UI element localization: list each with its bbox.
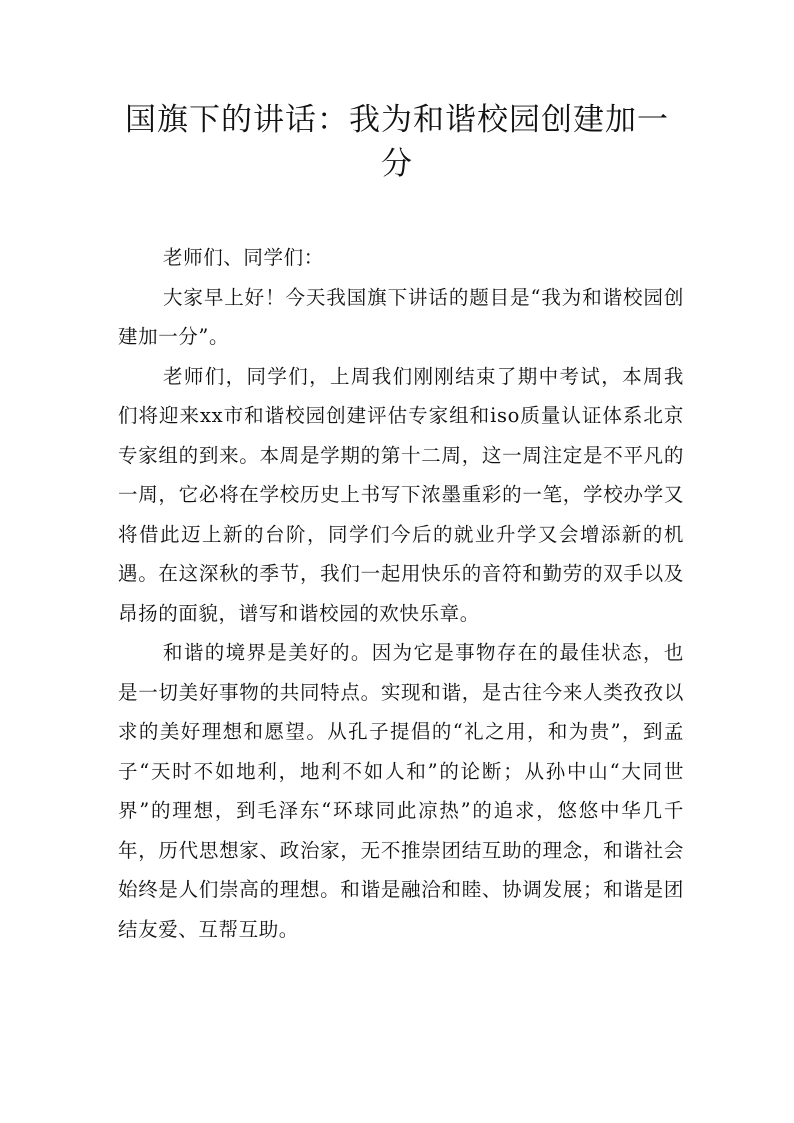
salutation-paragraph: 老师们、同学们： <box>163 246 324 269</box>
body-paragraph: 老师们，同学们，上周我们刚刚结束了期中考试，本周我们将迎来xx市和谐校园创建评估专家组和iso质量认证体系北京专家组的到来。本周是学期的第十二周，这一周注定是不平凡的一周，它必将在学校历史上书写下浓墨重彩的一笔，学校办学又将借此迈上新的台阶，同学们今后的就业升学又会增添新的机遇。在这深秋的季节，我们一起用快乐的音符和勤劳的双手以及昂扬的面貌，谱写和谐校园的欢快乐章。 <box>118 364 684 625</box>
body-paragraph: 和谐的境界是美好的。因为它是事物存在的最佳状态，也是一切美好事物的共同特点。实现和谐，是古往今来人类孜孜以求的美好理想和愿望。从孔子提倡的“礼之用，和为贵”，到孟子“天时不如地利，地利不如人和”的论断；从孙中山“大同世界”的理想，到毛泽东“环球同此凉热”的追求，悠悠中华几千年，历代思想家、政治家，无不推崇团结互助的理念，和谐社会始终是人们崇高的理想。和谐是融洽和睦、协调发展；和谐是团结友爱、互帮互助。 <box>118 641 684 941</box>
document-body <box>118 238 684 949</box>
greeting-paragraph: 大家早上好！今天我国旗下讲话的题目是“我为和谐校园创建加一分”。 <box>118 285 684 348</box>
document-title: 国旗下的讲话：我为和谐校园创建加一分 <box>125 102 669 182</box>
